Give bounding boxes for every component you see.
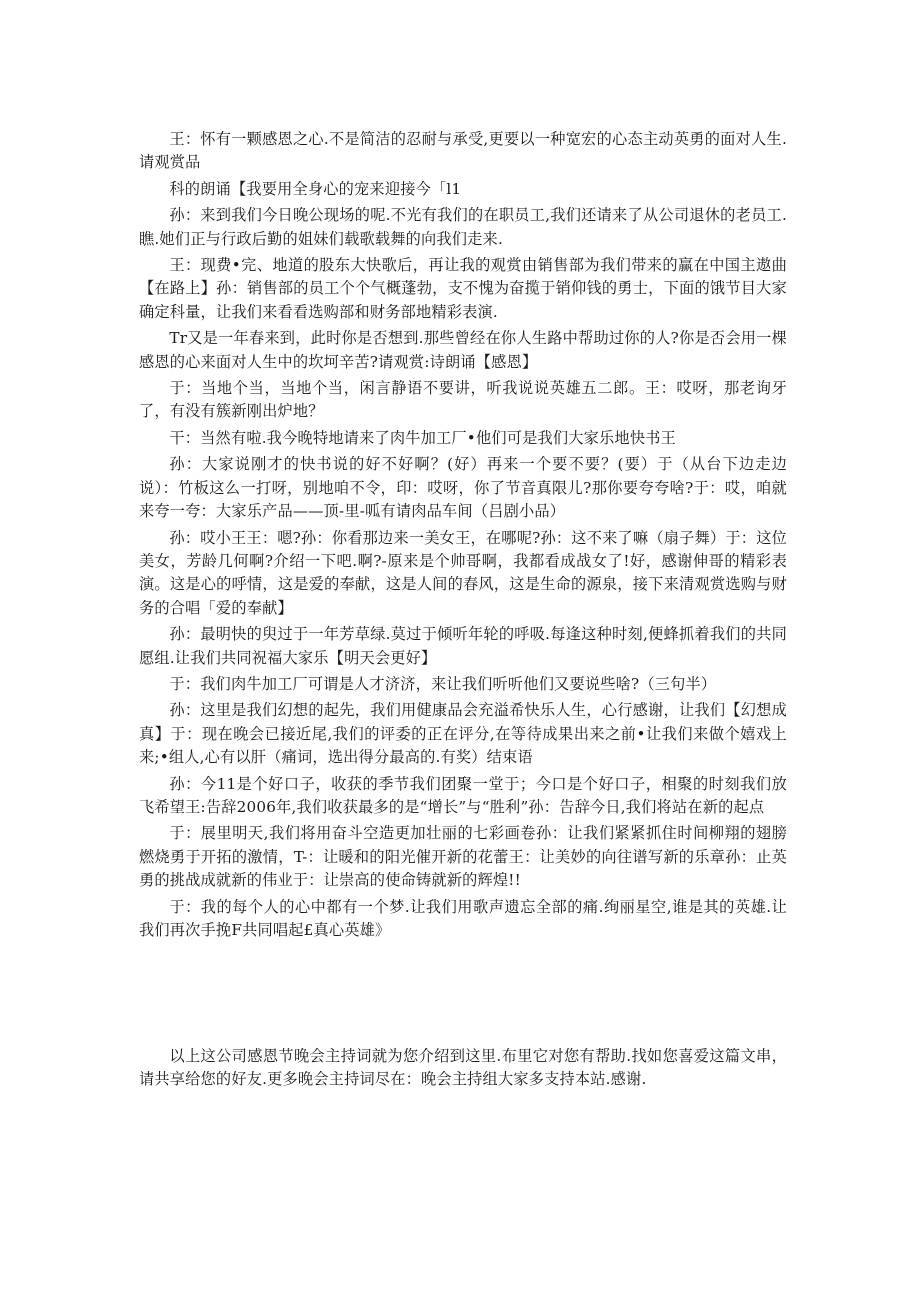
paragraph-14: 于：展里明天,我们将用奋斗空造更加壮丽的七彩画卷孙：让我们紧紧抓住时间柳翔的翅膀燃烧勇于开拓的激情，T-：让暖和的阳光催开新的花蕾王：让美妙的向往谱写新的乐章孙：止英勇的挑战成就新的伟业于：让崇高的使命铸就新的辉煌!! (139, 824, 787, 890)
paragraph-6: 于：当地个当，当地个当，闲言静语不要讲，听我说说英雄五二郎。王：哎呀，那老询牙了，有没有簇新刚出炉地？ (139, 379, 787, 421)
document-body (139, 128, 787, 942)
paragraph-11: 于：我们肉牛加工厂可谓是人才济济，来让我们听听他们又要说些啥?（三句半） (169, 674, 717, 693)
paragraph-3: 孙：来到我们今日晚公现场的呢.不光有我们的在职员工,我们还请来了从公司退休的老员工.瞧.她们正与行政后勤的姐妹们载歌载舞的向我们走来. (139, 206, 787, 248)
closing-paragraph: 以上这公司感恩节晚会主持词就为您介绍到这里.布里它对您有帮助.找如您喜爱这篇文串，请共享给您的好友.更多晚会主持词尽在：晚会主持组大家多支持本站.感谢. (139, 1047, 787, 1089)
paragraph-7: 干：当然有啦.我今晚特地请来了肉牛加工厂•他们可是我们大家乐地快书王 (169, 428, 676, 447)
paragraph-5: Tr又是一年春来到，此时你是否想到.那些曾经在你人生路中帮助过你的人?你是否会用一棵感恩的心来面对人生中的坎坷辛苦?请观赏:诗朗诵【感恩】 (139, 329, 787, 371)
paragraph-10: 孙：最明快的臾过于一年芳草绿.莫过于倾听年轮的呼吸.每逢这种时刻,便蜂抓着我们的共同愿组.让我们共同祝福大家乐【明天会更好】 (139, 625, 787, 667)
paragraph-15: 于：我的每个人的心中都有一个梦.让我们用歌声遗忘全部的痛.绚丽星空,谁是其的英雄.让我们再次手挽F共同唱起£真心英雄》 (139, 897, 787, 939)
paragraph-9: 孙：哎小王王：嗯?孙：你看那边来一美女王，在哪呢?孙：这不来了嘛（扇子舞）于：这位美女，芳龄几何啊?介绍一下吧.啊?-原来是个帅哥啊，我都看成战女了!好，感谢伸哥的精彩表演。这是心的呼情，这是爱的奉献，这是人间的春风，这是生命的源泉，接下来清观赏选购与财务的合唱「爱的奉献】 (139, 528, 787, 617)
paragraph-8: 孙：大家说刚才的快书说的好不好啊？(好）再来一个要不要？(要）于（从台下边走边说）：竹板这么一打呀，别地咱不令，印：哎呀，你了节音真限儿?那你要夸夸啥?于：哎，咱就来夸一夸：大家乐产品——顶-里-呱有请肉品车间（吕剧小品） (139, 455, 787, 521)
paragraph-12: 孙：这里是我们幻想的起先，我们用健康品会充溢希快乐人生，心行感谢，让我们【幻想成真】于：现在晚会已接近尾,我们的评委的正在评分,在等待成果出来之前•让我们来做个嬉戏上来;•组人,心有以肝（痛词，选出得分最高的.有奖）结束语 (139, 701, 787, 767)
paragraph-2: 科的朗诵【我要用全身心的宠来迎接今「l1 (169, 179, 462, 198)
paragraph-1: 王：怀有一颗感恩之心.不是简洁的忍耐与承受,更要以一种宽宏的心态主动英勇的面对人生.请观赏品 (139, 130, 787, 172)
closing-note (139, 1045, 787, 1092)
paragraph-4: 王：现费•完、地道的股东大快歌后，再让我的观赏由销售部为我们带来的赢在中国主遨曲【在路上】孙：销售部的员工个个气概蓬勃，支不愧为奋揽于销仰钱的勇士，下面的饿节目大家确定科量，让我们来看看选购部和财务部地精彩表演. (139, 256, 787, 321)
paragraph-13: 孙：今11是个好口子，收获的季节我们团聚一堂于；今口是个好口子，相聚的时刻我们放飞希望王:告辞2006年,我们收获最多的是“增长”与“胜利”孙：告辞今日,我们将站在新的起点 (139, 774, 787, 816)
